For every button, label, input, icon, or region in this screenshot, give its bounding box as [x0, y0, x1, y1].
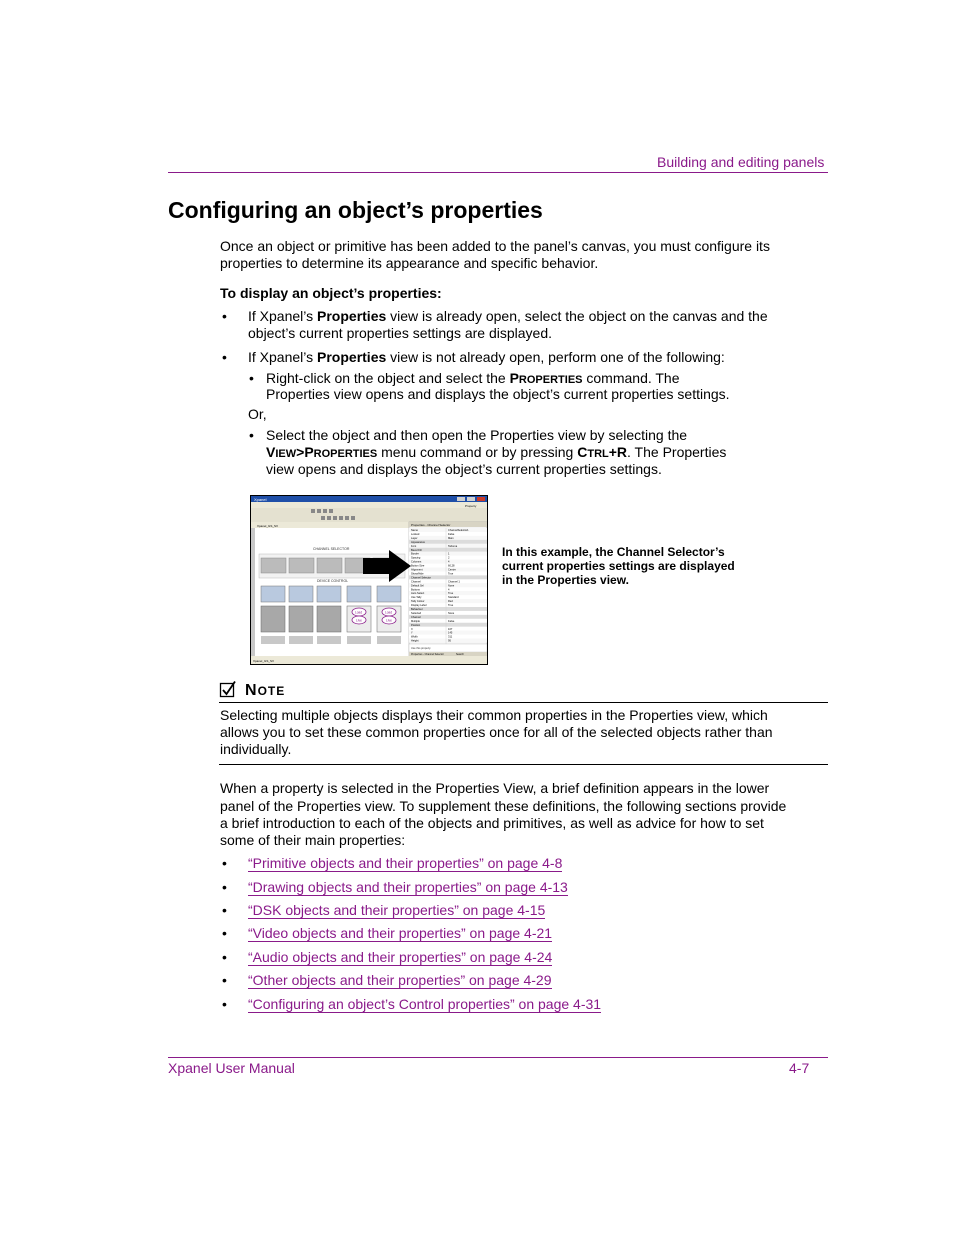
- para2-line-4: some of their main properties:: [220, 832, 406, 848]
- bullet-marker: •: [222, 308, 227, 324]
- bullet-1-line-1: If Xpanel’s Properties view is already open, select the object on the canvas and the: [248, 308, 768, 324]
- sub-bullet-2-line-1: Select the object and then open the Properties view by selecting the: [266, 427, 688, 443]
- property-name: Button Size: [411, 564, 425, 568]
- bullet-marker: •: [222, 902, 227, 918]
- checkbox-check-icon: [219, 680, 237, 698]
- caption-line-1: In this example, the Channel Selector’s: [502, 545, 725, 559]
- property-name: Height: [411, 639, 419, 643]
- property-name: Show/Hide: [411, 572, 424, 576]
- caption-line-3: in the Properties view.: [502, 573, 629, 587]
- bullet-marker: •: [222, 925, 227, 941]
- property-name: Channel Selector: [411, 576, 431, 580]
- bullet-marker: •: [222, 349, 227, 365]
- link-control-properties[interactable]: “Configuring an object’s Control properties” on page 4-31: [248, 996, 602, 1012]
- property-value: True: [448, 592, 454, 596]
- para2-line-2: panel of the Properties view. To supplement these definitions, the following sections provide: [220, 798, 787, 814]
- property-name: Multiple: [411, 619, 420, 623]
- property-name: Default Sel: [411, 584, 424, 588]
- sub-bullet-1-line-1: Right-click on the object and select the PROPERTIES command. The: [266, 370, 680, 386]
- property-name: Behaviour: [411, 608, 423, 611]
- properties-panel-title: Properties - Channel Selector: [411, 523, 451, 527]
- property-value: None: [448, 611, 455, 615]
- page-title: Configuring an object’s properties: [168, 197, 543, 223]
- note-bottom-rule: [219, 764, 828, 765]
- or-text: Or,: [248, 406, 267, 422]
- note-line-3: individually.: [220, 741, 292, 757]
- procedure-heading: To display an object’s properties:: [220, 285, 442, 301]
- property-value: 60,28: [448, 564, 455, 568]
- property-name: Border: [411, 552, 419, 556]
- property-name: Locked: [411, 532, 420, 536]
- live-label: Live: [356, 618, 362, 623]
- bullet-marker: •: [222, 879, 227, 895]
- intro-line-2: properties to determine its appearance and specific behavior.: [220, 255, 599, 271]
- property-name: Selected: [411, 611, 422, 615]
- property-value: 4: [448, 560, 450, 564]
- search-view-tab: Search: [456, 653, 464, 657]
- sub-bullet-2-line-3: view opens and displays the object’s current properties settings.: [266, 461, 662, 477]
- window-tab: Property: [465, 504, 477, 508]
- bullet-marker: •: [222, 972, 227, 988]
- bullet-marker: •: [222, 996, 227, 1012]
- caption-line-2: current properties settings are displayed: [502, 559, 735, 573]
- property-name: X: [411, 627, 413, 631]
- sub-bullet-marker: •: [249, 427, 254, 443]
- canvas-tab: Xpanel_GS_SV: [257, 524, 279, 528]
- link-audio-objects[interactable]: “Audio objects and their properties” on page 4-24: [248, 949, 553, 965]
- note-line-1: Selecting multiple objects displays their common properties in the Properties view, which: [220, 707, 768, 723]
- property-name: Buttons: [411, 588, 420, 592]
- live-label: Live: [386, 618, 392, 623]
- bullet-1-line-2: object’s current properties settings are displayed.: [248, 325, 553, 341]
- property-rows: [409, 528, 487, 643]
- header-rule: [168, 172, 828, 173]
- footer-rule: [168, 1057, 828, 1058]
- sub-bullet-2-line-2: VIEW>PROPERTIES menu command or by pressing CTRL+R. The Properties: [266, 444, 727, 460]
- window-title: Xpanel: [254, 497, 267, 502]
- bullet-marker: •: [222, 949, 227, 965]
- footer-page-number: 4-7: [789, 1060, 810, 1076]
- property-name: Y: [411, 631, 413, 635]
- property-value: 2: [448, 556, 450, 560]
- sub-bullet-1-line-2: Properties view opens and displays the object’s current properties settings.: [266, 386, 730, 402]
- property-name: Channel: [411, 580, 421, 584]
- property-value: 95: [448, 639, 451, 643]
- sub-bullet-marker: •: [249, 370, 254, 386]
- running-header: Building and editing panels: [657, 154, 825, 170]
- link-dsk-objects[interactable]: “DSK objects and their properties” on page 4-15: [248, 902, 546, 918]
- property-value: 311: [448, 635, 453, 639]
- property-name: Font: [411, 544, 417, 548]
- status-bar: Xpanel_GS_SV: [253, 659, 275, 663]
- property-value: False: [448, 619, 455, 623]
- property-value: Main: [448, 536, 454, 540]
- intro-line-1: Once an object or primitive has been added to the panel’s canvas, you must configure its: [220, 238, 770, 254]
- link-drawing-objects[interactable]: “Drawing objects and their properties” on page 4-13: [248, 879, 568, 895]
- property-value: 1: [448, 552, 450, 556]
- property-name: Columns: [411, 560, 422, 564]
- property-value: ChannelSelector1: [448, 529, 469, 532]
- para2-line-3: a brief introduction to each of the objects and primitives, as well as advice for how to set: [220, 815, 764, 831]
- property-value: 107: [448, 627, 453, 631]
- link-other-objects[interactable]: “Other objects and their properties” on page 4-29: [248, 972, 552, 988]
- label-channel-selector: CHANNEL SELECTOR: [313, 547, 350, 551]
- property-name: Appearance: [411, 540, 425, 544]
- property-name: Width: [411, 635, 418, 639]
- properties-view-tab: Properties - Channel Selector: [411, 653, 444, 657]
- load-label: Load: [385, 610, 393, 615]
- properties-description: Use this property: [411, 647, 431, 650]
- property-name: Layer: [411, 536, 418, 540]
- note-label: NOTE: [245, 682, 286, 699]
- footer-manual-title: Xpanel User Manual: [168, 1060, 295, 1076]
- link-primitive-objects[interactable]: “Primitive objects and their properties” on page 4-8: [248, 855, 563, 871]
- property-value: Channel 1: [448, 580, 460, 584]
- property-value: 145: [448, 631, 453, 635]
- property-value: 4: [448, 588, 450, 592]
- property-name: Bevel Fill: [411, 548, 422, 552]
- property-name: Auto Select: [411, 592, 425, 596]
- property-value: Center: [448, 568, 456, 572]
- property-row-bg: [409, 615, 487, 619]
- xpanel-screenshot: [250, 495, 488, 665]
- property-name: Tally Colour: [411, 600, 425, 604]
- property-value: None: [448, 584, 455, 588]
- property-name: Position: [411, 623, 421, 627]
- property-row-bg: [409, 623, 487, 627]
- bullet-marker: •: [222, 855, 227, 871]
- property-name: Spacing: [411, 556, 421, 560]
- property-name: Alignment: [411, 568, 423, 572]
- screenshot-drawing: [251, 496, 487, 664]
- property-name: Use Tally: [411, 596, 422, 600]
- note-line-2: allows you to set these common properties once for all of the selected objects rather than: [220, 724, 773, 740]
- note-top-rule: [219, 702, 828, 703]
- property-value: Standard: [448, 596, 459, 600]
- property-value: Red: [448, 600, 453, 604]
- property-value: True: [448, 572, 454, 576]
- load-label: Load: [355, 610, 363, 615]
- property-value: False: [448, 532, 455, 536]
- link-video-objects[interactable]: “Video objects and their properties” on page 4-21: [248, 925, 553, 941]
- property-name: Display Label: [411, 604, 427, 608]
- property-name: Name: [411, 529, 418, 532]
- property-value: True: [448, 604, 454, 608]
- property-name: Channel: [411, 615, 421, 619]
- para2-line-1: When a property is selected in the Properties View, a brief definition appears in the lower: [220, 780, 770, 796]
- property-value: Tahoma: [448, 544, 458, 548]
- label-device-control: DEVICE CONTROL: [317, 579, 349, 583]
- bullet-2-line-1: If Xpanel’s Properties view is not already open, perform one of the following:: [248, 349, 725, 365]
